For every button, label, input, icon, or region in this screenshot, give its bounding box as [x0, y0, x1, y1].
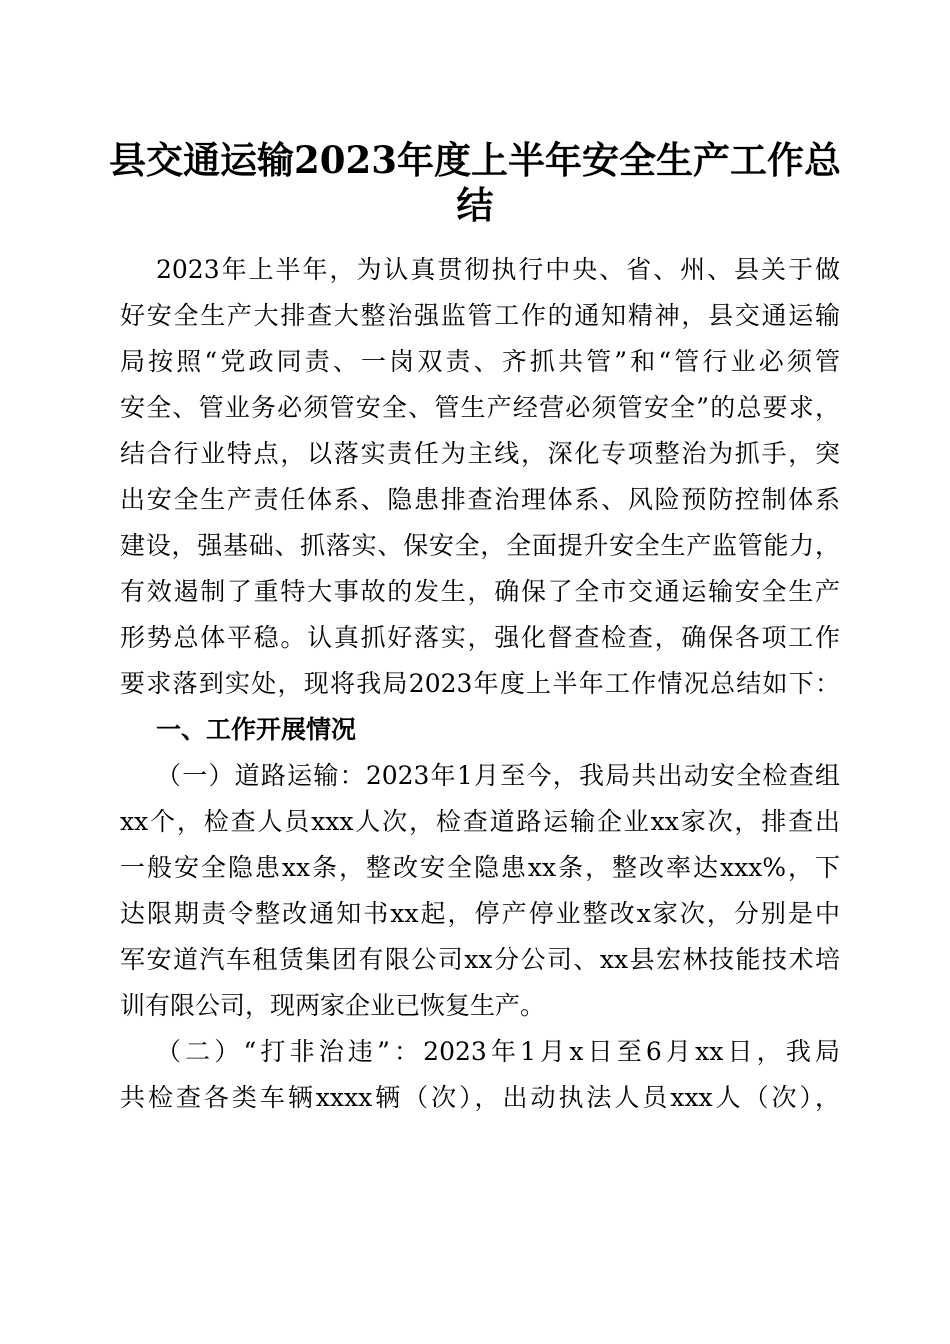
document-body: [120, 247, 840, 1121]
intro-paragraph: [120, 247, 840, 707]
text-line: 有效遏制了重特大事故的发生，确保了全市交通运输安全生产: [120, 577, 840, 606]
text-line: 安全、管业务必须管安全、管生产经营必须管安全”的总要求，: [120, 393, 840, 422]
text-line: xx个，检查人员xxx人次，检查道路运输企业xx家次，排查出: [120, 807, 840, 836]
text-line: 达限期责令整改通知书xx起，停产停业整改x家次，分别是中: [120, 899, 840, 928]
text-line: 出安全生产责任体系、隐患排查治理体系、风险预防控制体系: [120, 485, 840, 514]
text-line: 一般安全隐患xx条，整改安全隐患xx条，整改率达xxx%，下: [120, 853, 840, 882]
section-heading: 一、工作开展情况: [156, 715, 357, 744]
text-line: 好安全生产大排查大整治强监管工作的通知精神，县交通运输: [120, 301, 840, 330]
text-line: 建设，强基础、抓落实、保安全，全面提升安全生产监管能力，: [120, 531, 840, 560]
text-line: 形势总体平稳。认真抓好落实，强化督查检查，确保各项工作: [120, 623, 840, 652]
document-title: 县交通运输2023年度上半年安全生产工作总: [109, 138, 841, 182]
illegal-operations-paragraph: [120, 1029, 840, 1121]
text-line: 要求落到实处，现将我局2023年度上半年工作情况总结如下：: [120, 669, 840, 698]
text-line: 共检查各类车辆xxxx辆（次），出动执法人员xxx人（次），: [120, 1083, 840, 1112]
text-line: （二）“打非治违”：2023年1月x日至6月xx日，我局: [156, 1037, 840, 1066]
road-transport-paragraph: [120, 753, 840, 1029]
text-line: 结合行业特点，以落实责任为主线，深化专项整治为抓手，突: [120, 439, 840, 468]
document-title-continued: 结: [456, 183, 494, 227]
text-line: 军安道汽车租赁集团有限公司xx分公司、xx县宏林技能技术培: [120, 945, 840, 974]
text-line: （一）道路运输：2023年1月至今，我局共出动安全检查组: [156, 761, 840, 790]
text-line: 训有限公司，现两家企业已恢复生产。: [120, 991, 546, 1020]
text-line: 局按照“党政同责、一岗双责、齐抓共管”和“管行业必须管: [120, 347, 840, 376]
text-line: 2023年上半年，为认真贯彻执行中央、省、州、县关于做: [156, 255, 840, 284]
